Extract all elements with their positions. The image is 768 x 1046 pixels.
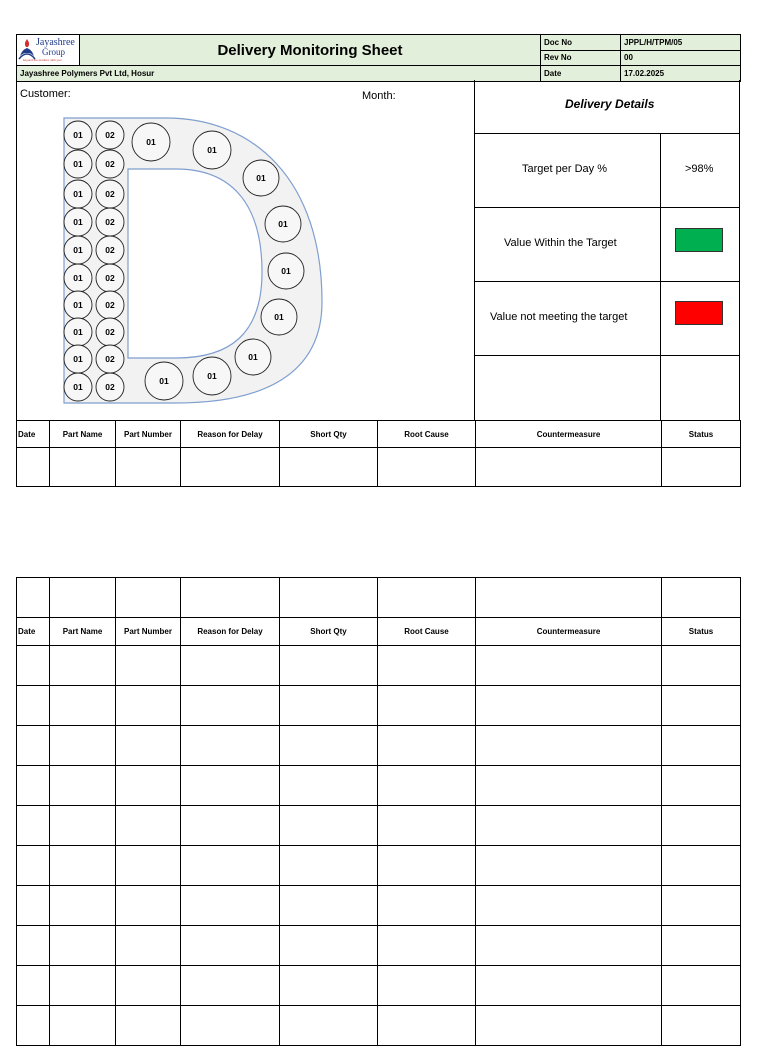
- column-header-countermeasure: Countermeasure: [476, 618, 662, 646]
- delivery-details-panel: [474, 80, 740, 421]
- table-cell[interactable]: [50, 886, 116, 926]
- table-cell[interactable]: [50, 726, 116, 766]
- within-target-swatch: [675, 228, 723, 252]
- sheet-title: Delivery Monitoring Sheet: [80, 35, 541, 66]
- table-cell[interactable]: [280, 806, 378, 846]
- table-cell[interactable]: [476, 926, 662, 966]
- column-header-part-number: Part Number: [116, 618, 181, 646]
- day-slot-col1-label: 01: [73, 354, 83, 364]
- column-header-part-name: Part Name: [50, 618, 116, 646]
- table-cell[interactable]: [476, 686, 662, 726]
- header-block: [16, 34, 740, 80]
- table-row: [17, 966, 741, 1006]
- day-slot-col2-label: 02: [105, 327, 115, 337]
- table-cell[interactable]: [116, 966, 181, 1006]
- table-cell[interactable]: [280, 846, 378, 886]
- table-cell[interactable]: [378, 646, 476, 686]
- table-cell[interactable]: [50, 926, 116, 966]
- table-row: [17, 926, 741, 966]
- table-cell[interactable]: [17, 806, 50, 846]
- table-cell[interactable]: [17, 886, 50, 926]
- table-cell[interactable]: [662, 1006, 741, 1046]
- within-target-label: Value Within the Target: [504, 237, 617, 249]
- table-cell[interactable]: [280, 726, 378, 766]
- column-header-status: Status: [662, 618, 741, 646]
- column-header-root-cause: Root Cause: [378, 421, 476, 448]
- table-cell[interactable]: [662, 448, 741, 487]
- table-cell[interactable]: [662, 578, 741, 618]
- table-cell[interactable]: [181, 806, 280, 846]
- table-cell[interactable]: [116, 926, 181, 966]
- table-cell[interactable]: [116, 766, 181, 806]
- table-cell[interactable]: [476, 886, 662, 926]
- table-cell[interactable]: [17, 686, 50, 726]
- column-header-reason-for-delay: Reason for Delay: [181, 421, 280, 448]
- date-value: 17.02.2025: [621, 66, 741, 82]
- table-cell[interactable]: [181, 966, 280, 1006]
- table-row: [17, 1006, 741, 1046]
- day-slot-curve-label: 01: [159, 376, 169, 386]
- column-header-short-qty: Short Qty: [280, 618, 378, 646]
- table-cell[interactable]: [181, 578, 280, 618]
- day-slot-col1-label: 01: [73, 300, 83, 310]
- empty-detail-row: [475, 356, 740, 421]
- table-cell[interactable]: [662, 646, 741, 686]
- table-cell[interactable]: [17, 726, 50, 766]
- table-cell[interactable]: [662, 686, 741, 726]
- logo-flame-icon: [18, 38, 36, 60]
- day-slot-col2-label: 02: [105, 189, 115, 199]
- table-cell[interactable]: [476, 1006, 662, 1046]
- table-cell[interactable]: [181, 1006, 280, 1046]
- column-header-date: Date: [17, 618, 50, 646]
- table-row: [17, 806, 741, 846]
- table-cell[interactable]: [17, 1006, 50, 1046]
- table-cell[interactable]: [116, 578, 181, 618]
- day-slot-col1-label: 01: [73, 189, 83, 199]
- logo-brand-text: Jayashree: [36, 37, 75, 48]
- table-cell[interactable]: [116, 806, 181, 846]
- table-cell[interactable]: [378, 578, 476, 618]
- delay-table-top: [16, 420, 741, 487]
- day-slot-curve-label: 01: [207, 371, 217, 381]
- day-slot-col2-label: 02: [105, 130, 115, 140]
- rev-no-label: Rev No: [541, 50, 621, 66]
- table-cell[interactable]: [116, 726, 181, 766]
- doc-no-label: Doc No: [541, 35, 621, 51]
- day-slot-col1-label: 01: [73, 217, 83, 227]
- day-slot-col2-label: 02: [105, 382, 115, 392]
- within-target-row: [475, 208, 740, 282]
- day-slot-curve-label: 01: [281, 266, 291, 276]
- table-cell[interactable]: [181, 646, 280, 686]
- column-header-root-cause: Root Cause: [378, 618, 476, 646]
- table-cell[interactable]: [378, 966, 476, 1006]
- table-cell[interactable]: [181, 846, 280, 886]
- table-cell[interactable]: [662, 886, 741, 926]
- table-cell[interactable]: [476, 448, 662, 487]
- table-cell[interactable]: [116, 448, 181, 487]
- table-row: [17, 686, 741, 726]
- company-name: Jayashree Polymers Pvt Ltd, Hosur: [17, 66, 541, 82]
- day-slot-curve-label: 01: [256, 173, 266, 183]
- day-slot-col1-label: 01: [73, 245, 83, 255]
- table-cell[interactable]: [50, 578, 116, 618]
- table-row: [17, 448, 741, 487]
- table-cell[interactable]: [17, 766, 50, 806]
- d-chart: [16, 80, 476, 421]
- table-cell[interactable]: [476, 766, 662, 806]
- day-slot-col1-label: 01: [73, 327, 83, 337]
- day-slot-curve-label: 01: [278, 219, 288, 229]
- table-cell[interactable]: [378, 686, 476, 726]
- table-cell[interactable]: [280, 766, 378, 806]
- table-cell[interactable]: [280, 1006, 378, 1046]
- day-slot-curve-label: 01: [274, 312, 284, 322]
- day-slot-col2-label: 02: [105, 354, 115, 364]
- not-meeting-row: [475, 282, 740, 356]
- column-header-reason-for-delay: Reason for Delay: [181, 618, 280, 646]
- table-cell[interactable]: [116, 646, 181, 686]
- day-slot-col1-label: 01: [73, 130, 83, 140]
- column-header-countermeasure: Countermeasure: [476, 421, 662, 448]
- day-slot-col2-label: 02: [105, 245, 115, 255]
- table-row: [17, 646, 741, 686]
- column-header-date: Date: [17, 421, 50, 448]
- table-cell[interactable]: [181, 886, 280, 926]
- column-header-part-name: Part Name: [50, 421, 116, 448]
- table-row: [17, 766, 741, 806]
- table-cell[interactable]: [50, 1006, 116, 1046]
- table-cell[interactable]: [181, 686, 280, 726]
- target-row: [475, 134, 740, 208]
- day-slot-col2-label: 02: [105, 273, 115, 283]
- table-cell[interactable]: [17, 448, 50, 487]
- table-cell[interactable]: [662, 926, 741, 966]
- table-cell[interactable]: [378, 726, 476, 766]
- day-slot-col1-label: 01: [73, 159, 83, 169]
- table-cell[interactable]: [378, 886, 476, 926]
- table-cell[interactable]: [662, 766, 741, 806]
- table-cell[interactable]: [50, 646, 116, 686]
- table-cell[interactable]: [378, 1006, 476, 1046]
- table-cell[interactable]: [476, 966, 662, 1006]
- not-meeting-swatch: [675, 301, 723, 325]
- delay-table-bottom: [16, 577, 741, 1046]
- day-slot-curve-label: 01: [248, 352, 258, 362]
- table-cell[interactable]: [280, 966, 378, 1006]
- table-row: [17, 578, 741, 618]
- table-row: [17, 726, 741, 766]
- table-cell[interactable]: [280, 686, 378, 726]
- table-cell[interactable]: [181, 448, 280, 487]
- delivery-details-title: Delivery Details: [565, 97, 655, 111]
- column-header-short-qty: Short Qty: [280, 421, 378, 448]
- table-cell[interactable]: [50, 766, 116, 806]
- table-cell[interactable]: [50, 686, 116, 726]
- table-cell[interactable]: [17, 646, 50, 686]
- table-cell[interactable]: [662, 846, 741, 886]
- table-cell[interactable]: [662, 806, 741, 846]
- table-cell[interactable]: [280, 646, 378, 686]
- column-header-part-number: Part Number: [116, 421, 181, 448]
- table-cell[interactable]: [662, 966, 741, 1006]
- table-cell[interactable]: [280, 448, 378, 487]
- day-slot-col2-label: 02: [105, 159, 115, 169]
- table-cell[interactable]: [50, 806, 116, 846]
- table-cell[interactable]: [280, 926, 378, 966]
- customer-label: Customer:: [20, 88, 71, 100]
- logo-tagline: beyond the product, with you: [23, 58, 62, 62]
- table-cell[interactable]: [476, 646, 662, 686]
- table-cell[interactable]: [116, 686, 181, 726]
- target-label: Target per Day %: [522, 163, 607, 175]
- month-label: Month:: [362, 90, 396, 102]
- day-slot-col2-label: 02: [105, 217, 115, 227]
- date-label: Date: [541, 66, 621, 82]
- rev-no-value: 00: [621, 50, 741, 66]
- table-cell[interactable]: [378, 806, 476, 846]
- day-slot-curve-label: 01: [146, 137, 156, 147]
- table-cell[interactable]: [17, 966, 50, 1006]
- table-cell[interactable]: [17, 578, 50, 618]
- doc-no-value: JPPL/H/TPM/05: [621, 35, 741, 51]
- target-value: >98%: [685, 163, 714, 175]
- table-cell[interactable]: [17, 846, 50, 886]
- table-cell[interactable]: [181, 766, 280, 806]
- table-cell[interactable]: [476, 578, 662, 618]
- table-row: [17, 846, 741, 886]
- logo-group-text: Group: [42, 47, 65, 57]
- delivery-details-title-cell: [475, 80, 740, 134]
- column-header-status: Status: [662, 421, 741, 448]
- table-cell[interactable]: [378, 766, 476, 806]
- day-slot-col1-label: 01: [73, 273, 83, 283]
- table-cell[interactable]: [476, 806, 662, 846]
- table-cell[interactable]: [116, 886, 181, 926]
- not-meeting-label: Value not meeting the target: [490, 311, 628, 323]
- table-cell[interactable]: [181, 726, 280, 766]
- table-cell[interactable]: [280, 886, 378, 926]
- table-cell[interactable]: [378, 448, 476, 487]
- table-cell[interactable]: [50, 846, 116, 886]
- day-slot-curve-label: 01: [207, 145, 217, 155]
- table-cell[interactable]: [280, 578, 378, 618]
- table-cell[interactable]: [476, 726, 662, 766]
- table-cell[interactable]: [50, 966, 116, 1006]
- table-cell[interactable]: [116, 1006, 181, 1046]
- table-cell[interactable]: [181, 926, 280, 966]
- table-row: [17, 886, 741, 926]
- table-cell[interactable]: [116, 846, 181, 886]
- table-cell[interactable]: [476, 846, 662, 886]
- table-cell[interactable]: [662, 726, 741, 766]
- table-cell[interactable]: [50, 448, 116, 487]
- table-cell[interactable]: [378, 846, 476, 886]
- day-slot-col1-label: 01: [73, 382, 83, 392]
- company-logo: [17, 35, 80, 66]
- table-cell[interactable]: [17, 926, 50, 966]
- table-cell[interactable]: [378, 926, 476, 966]
- day-slot-col2-label: 02: [105, 300, 115, 310]
